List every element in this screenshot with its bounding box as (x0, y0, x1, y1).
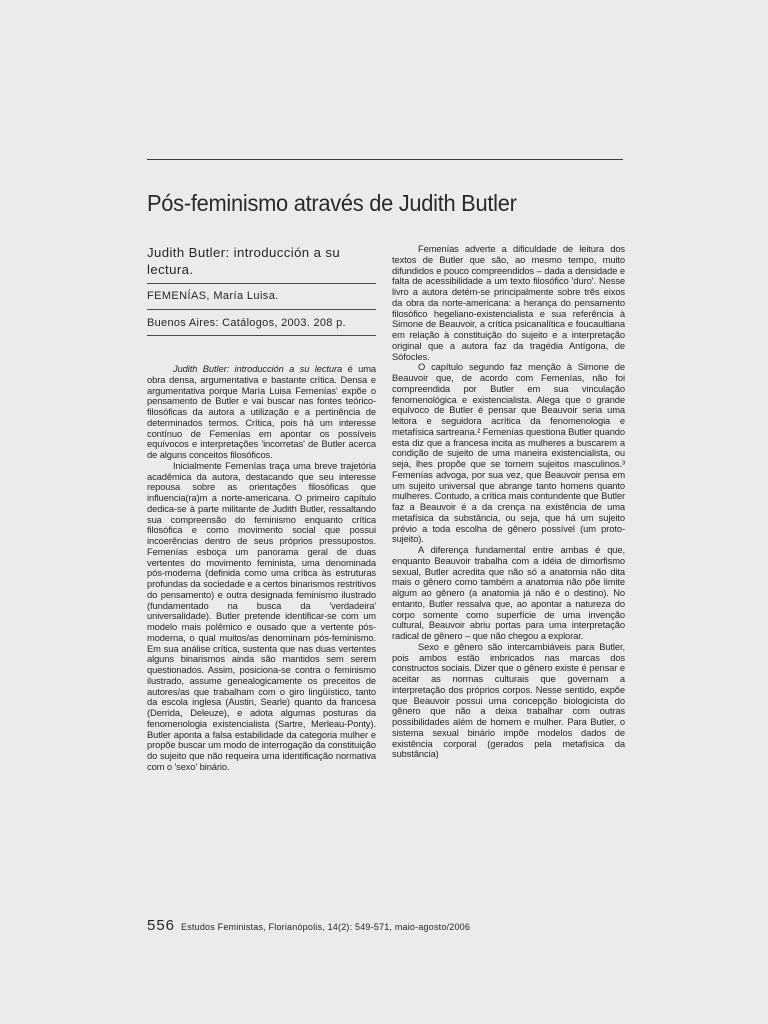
book-info-divider (147, 309, 376, 310)
article-title: Pós-feminismo através de Judith Butler (147, 190, 517, 216)
paragraph: O capítulo segundo faz menção à Simone de Beauvoir que, de acordo com Femenías, não foi compreendida por Butler em sua vinculação fenomenológica e existencialista. Alega que o grande equívoco de Butler é pensar que Beauvoir seria uma leitora e seguidora acrítica da fenomenologia e metafísica sartreana.² Femenías questiona Butler quando esta diz que a francesa incita as mulheres a buscarem a condição de sujeito de uma maneira existencialista, ou seja, lhes propõe que se tornem sujeitos masculinos.³ Femenías advoga, por sua vez, que Beauvoir pensa em um sujeito universal que abrange tanto homens quanto mulheres. Contudo, a crítica mais contundente que Butler faz a Beauvoir é a da crença na existência de uma metafísica da substância, ou seja, que há um sujeito prévio a toda escolha de gênero possível (um proto-sujeito). (392, 362, 625, 545)
right-column (392, 244, 625, 760)
page-number: 556 (147, 917, 176, 934)
paragraph: A diferença fundamental entre ambas é que, enquanto Beauvoir trabalha com a idéia de dimorfismo sexual, Butler acredita que não só a anatomia não dita mais o gênero como também a anatomia não põe limite algum ao gênero (a anatomia já não é o destino). No entanto, Butler ressalva que, ao apontar a natureza do corpo somente como superfície de uma invenção cultural, Beauvoir abriu portas para uma interpretação radical de gênero – que não chegou a explorar. (392, 545, 625, 641)
journal-citation: Estudos Feministas, Florianópolis, 14(2): 549-571, maio-agosto/2006 (181, 922, 471, 932)
book-title: Judith Butler: introducción a su lectura. (147, 245, 341, 277)
paragraph: Femenías adverte a dificuldade de leitura dos textos de Butler que são, ao mesmo tempo, muito difundidos e pouco compreendidos – dada a densidade e falta de acessibilidade a um texto filosófico 'duro'. Nesse livro a autora detém-se principalmente sobre três eixos da obra da norte-americana: a herança do pensamento filosófico hegeliano-existencialista e sua referência à Simone de Beauvoir, a crítica psicanalítica e foucaultiana em relação à constituição do sujeito e a interpretação original que a autora faz da tragédia Antígona, de Sófocles. (392, 244, 625, 362)
left-column-body (147, 364, 376, 773)
book-info-divider (147, 335, 376, 336)
paragraph: Inicialmente Femenías traça uma breve trajetória acadêmica da autora, destacando que seu interesse repousa sobre as orientações filosóficas que influencia(ra)m a norte-americana. O primeiro capítulo dedica-se à parte militante de Judith Butler, ressaltando sua compreensão do feminismo enquanto crítica filosófica e como movimento social que possui incoerências dentro de seus próprios pressupostos. Femenías esboça um panorama geral de duas vertentes do movimento feminista, uma denominada pós-moderna (definida como uma crítica às estruturas profundas da sociedade e a certos binarismos restritivos do pensamento) e outra designada feminismo ilustrado (fundamentado na busca da 'verdadeira' universalidade). Butler pretende identificar-se com um modelo mais polêmico e ousado que a vertente pós-moderna, o qual muitos/as denominam pós-feminismo. Em sua análise crítica, sustenta que nas duas vertentes alguns binarismos ainda são mantidos sem serem questionados. Assim, posiciona-se contra o feminismo ilustrado, assume genealogicamente os preceitos de autores/as que trabalham com o giro lingüístico, tanto da escola inglesa (Austin, Searle) quanto da francesa (Derrida, Deleuze), e adota algumas posturas da fenomenologia existencialista (Sartre, Merleau-Ponty). Butler aponta a falsa estabilidade da categoria mulher e propõe buscar um modo de interrogação da constituição do sujeito que não requeira uma identificação normativa com o 'sexo' binário. (147, 460, 376, 772)
paragraph (147, 364, 376, 461)
book-title-italic: Judith Butler: introducción a su lectura (173, 364, 343, 374)
book-info-divider (147, 283, 376, 284)
left-column (147, 244, 376, 773)
paragraph-text: é uma obra densa, argumentativa e bastante crítica. Densa e argumentativa porque María Luisa Femenías' expõe o pensamento de Butler e vai buscar nas fontes teórico-filosóficas da autora a utilização e a pertinência de determinados termos. Crítica, pois há um interesse contínuo de Femenías em apontar os possíveis equívocos e interpretações 'incorretas' de Butler acerca de alguns conceitos filosóficos. (147, 364, 376, 460)
book-author: FEMENÍAS, María Luisa. (147, 290, 279, 302)
page-footer (147, 917, 470, 935)
book-publication: Buenos Aires: Catálogos, 2003. 208 p. (147, 317, 346, 329)
top-rule (147, 159, 623, 160)
paragraph: Sexo e gênero são intercambiáveis para Butler, pois ambos estão imbricados nas marcas dos constructos sociais. Dizer que o gênero existe é pensar e aceitar as normas culturais que governam a interpretação dos próprios corpos. Nesse sentido, expõe que Beauvoir possui uma concepção biologicista do gênero que não a deixa trabalhar com outras possibilidades além de homem e mulher. Para Butler, o sistema sexual binário impõe modelos dados de existência corporal (gerados pela metafísica da substância) (392, 641, 625, 760)
right-column-body (392, 244, 625, 760)
